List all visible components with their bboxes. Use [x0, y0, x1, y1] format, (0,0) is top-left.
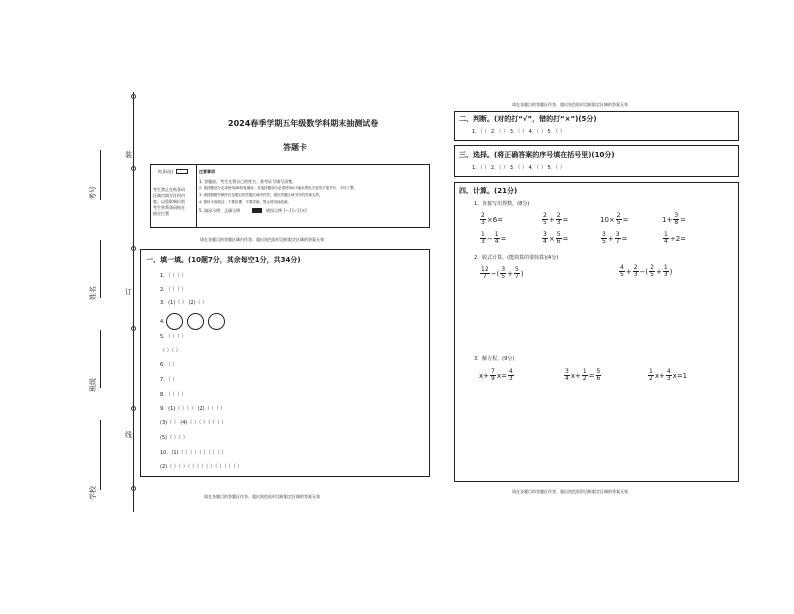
calc-item: 1 3 − 1 4 =: [481, 231, 507, 245]
id-box-divider: [196, 164, 197, 228]
s1-row: 9．(1)（ ）（ ） (2)（ ）（ ）: [160, 406, 226, 412]
notes-item: 2. 选择题部分必须使用2B铅笔填涂；非选择题部分必须使用0.5毫米黑色字迹签字笔书写，字体工整。: [199, 186, 358, 190]
left-note-bottom: 请在各题目的答题区作答，超出黑色矩形边框限定区域的答案无效: [204, 494, 320, 499]
id-box-line: 区域内填写任何内: [153, 193, 185, 198]
id-box-line: 考生须将条码贴在: [153, 205, 185, 210]
calc-item: 1 4 ÷2=: [664, 231, 687, 245]
calc-item: 2 3 ×6=: [481, 212, 504, 226]
answer-card-title: 答题卡: [283, 143, 307, 152]
section4-box: [454, 182, 739, 482]
field-line-kaohao: [100, 150, 101, 200]
field-line-xuexiao: [100, 420, 101, 490]
calc-item: 1+ 3 8 =: [662, 212, 687, 226]
binding-line: [133, 92, 134, 512]
s1-row: 5．（ ）（ ）: [160, 334, 187, 340]
s1-row: 1．（ ）（ ）: [160, 273, 187, 279]
calc-item: 3 4 × 5 6 =: [543, 231, 569, 245]
calc-item: 12 7 −( 3 5 + 5 7 ): [481, 266, 524, 280]
notes-item: 3. 请按照题号顺序在各题目的答题区域内作答，超出答题区域书写的答案无效。: [199, 193, 323, 197]
answer-circle[interactable]: [208, 313, 225, 330]
calc-item: 3 5 + 3 7 =: [602, 231, 628, 245]
section1-box: [140, 249, 430, 477]
binding-hole: [131, 94, 136, 99]
s1-row: (3)（ ） (4)（ ）（ ）（ ）（ ）: [160, 420, 227, 426]
field-line-xingming: [100, 240, 101, 298]
notes-item: 5. 填涂示例：正确示例: [199, 208, 241, 213]
s1-row: 7．（ ）: [160, 377, 178, 383]
field-banji: 班级: [89, 378, 97, 392]
calc-item: 1 2 x+ 4 3 x=1: [649, 368, 688, 382]
id-box-title: 贴条码区: [158, 169, 174, 174]
s1-row: 10．(1)（ ）（ ）（ ）（ ）（ ）: [160, 450, 227, 456]
binding-xian: 线: [125, 431, 132, 439]
section4-p1: 1．直接写出得数。(8分): [474, 201, 530, 207]
field-xuexiao: 学校: [89, 486, 97, 500]
notes-item: 错误示例: [266, 208, 282, 213]
field-xingming: 姓名: [89, 286, 97, 300]
section4-header: 四、计算。(21分): [459, 187, 518, 195]
section4-p2: 2．脱式计算。(能简算的要简算)(4分): [474, 255, 559, 261]
s1-row: 2．（ ）（ ）: [160, 287, 187, 293]
binding-hole: [131, 486, 136, 491]
answer-circle[interactable]: [187, 313, 204, 330]
answer-circle[interactable]: [166, 313, 183, 330]
binding-hole: [131, 246, 136, 251]
id-box-line: 容，以免影响识别: [153, 199, 185, 204]
calc-item: 2 5 + 2 3 =: [543, 212, 569, 226]
right-note-top: 请在各题目的答题区作答，超出黑色矩形边框限定区域的答案无效: [512, 102, 628, 107]
section3-row: 1．（ ） 2．（ ） 3．（ ） 4．（ ） 5．（ ）: [472, 165, 565, 171]
id-box-line: 考生禁止在贴条码: [153, 187, 185, 192]
id-box-mark: [176, 169, 188, 174]
s1-row: 3．(1)（ ） (2)（ ）: [160, 300, 208, 306]
calc-item: 4 5 + 2 3 −( 2 5 + 1 3 ): [620, 264, 673, 278]
notes-item: 4. 保持卡面清洁，不要折叠，不要弄破，禁止使用涂改液。: [199, 200, 291, 204]
fill-sample-wrong: [—] [✓] [×]: [284, 208, 307, 213]
notes-item: 1. 答题前，考生先将自己的姓名、准考证号填写清楚。: [199, 179, 297, 184]
s1-row: 4.: [160, 319, 165, 325]
binding-hole: [131, 326, 136, 331]
section1-header: 一、填一填。(10题7分，其余每空1分，共34分): [146, 256, 301, 264]
binding-zhuang: 装: [125, 151, 132, 159]
notes-title: 注意事项: [199, 169, 215, 174]
calc-item: 10× 2 5 =: [600, 212, 629, 226]
section2-row: 1．（ ） 2．（ ） 3．（ ） 4．（ ） 5．（ ）: [472, 129, 565, 135]
exam-title: 2024春季学期五年级数学科期末抽测试卷: [228, 119, 379, 128]
section4-p3: 3．解方程。(9分): [474, 356, 515, 362]
s1-row: 6．（ ）: [160, 362, 178, 368]
binding-hole: [131, 406, 136, 411]
left-note-top: 请在各题目的答题区域内作答，超出黑色矩形边框限定区域的答案无效: [200, 237, 324, 242]
section2-header: 二、判断。(对的打“√”，错的打“×”)(5分): [459, 115, 597, 123]
calc-item: x+ 7 9 x= 4 3: [479, 368, 513, 382]
binding-hole: [131, 166, 136, 171]
field-kaohao: 考号: [89, 186, 97, 200]
field-line-banji: [100, 330, 101, 388]
s1-row: (5)（ ）（ ）: [160, 435, 188, 441]
fill-sample-correct: [252, 208, 262, 213]
right-note-bottom: 请在各题目的答题区作答，超出黑色矩形边框限定区域的答案无效: [512, 489, 628, 494]
s1-row: (2)（ ）（ ）（ ）（ ）（ ）（ ）（ ）（ ）: [160, 464, 243, 470]
calc-item: 3 4 x+ 1 2 = 5 6: [565, 368, 601, 382]
s1-row: （ ）（ ）: [160, 348, 181, 354]
binding-ding: 订: [125, 288, 132, 296]
id-box-line: 指定位置: [153, 211, 169, 216]
section3-header: 三、选择。(将正确答案的序号填在括号里)(10分): [459, 151, 615, 159]
s1-row: 8．（ ）（ ）: [160, 392, 187, 398]
section3-box: [454, 145, 739, 177]
